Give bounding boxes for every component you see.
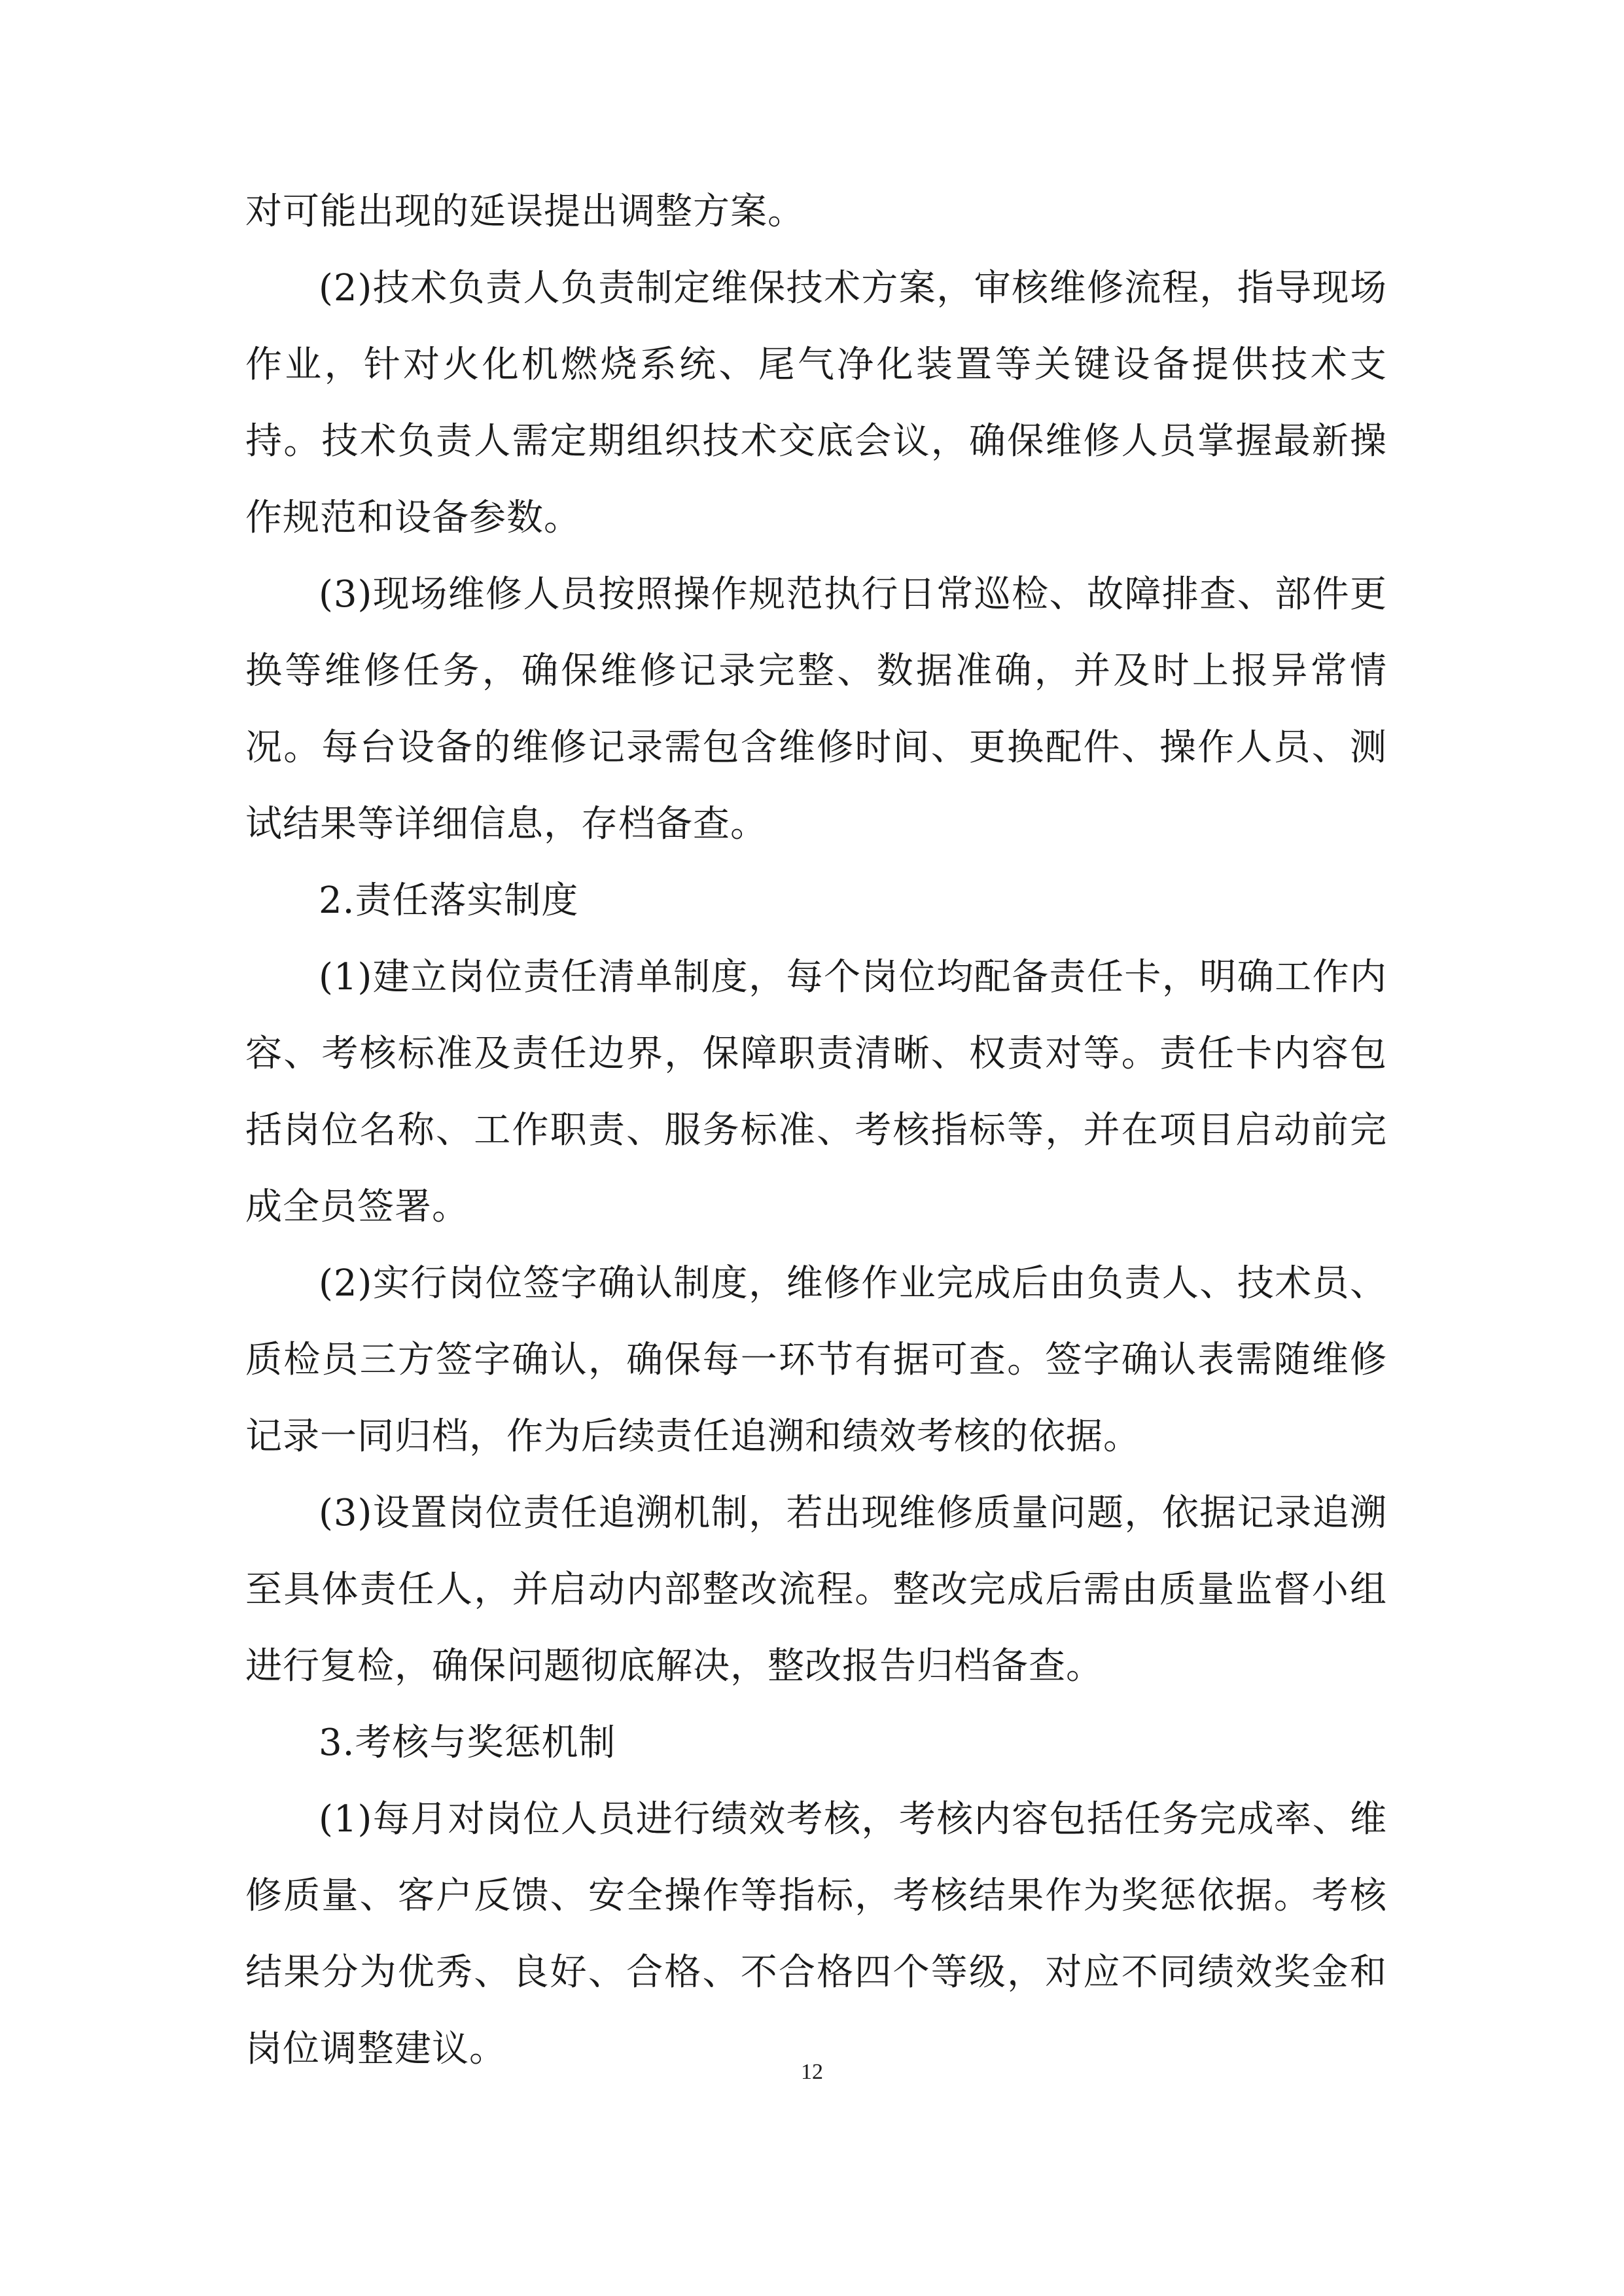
paragraph-item-accountability-tracing: (3)设置岗位责任追溯机制，若出现维修质量问题，依据记录追溯至具体责任人，并启动内部整改流程。整改完成后需由质量监督小组进行复检，确保问题彻底解决，整改报告归档备查。 — [245, 1492, 1387, 1687]
paragraph-item-tech-lead: (2)技术负责人负责制定维保技术方案，审核维修流程，指导现场作业，针对火化机燃烧系统、尾气净化装置等关键设备提供技术支持。技术负责人需定期组织技术交底会议，确保维修人员掌握最新操作规范和设备参数。 — [245, 267, 1387, 539]
section-heading-assessment: 3.考核与奖惩机制 — [319, 1722, 616, 1764]
paragraph-item-monthly-assessment: (1)每月对岗位人员进行绩效考核，考核内容包括任务完成率、维修质量、客户反馈、安全操作等指标，考核结果作为奖惩依据。考核结果分为优秀、良好、合格、不合格四个等级，对应不同绩效奖金和岗位调整建议。 — [245, 1798, 1387, 2070]
section-heading-responsibility: 2.责任落实制度 — [319, 879, 579, 922]
paragraph-item-field-staff: (3)现场维修人员按照操作规范执行日常巡检、故障排查、部件更换等维修任务，确保维修记录完整、数据准确，并及时上报异常情况。每台设备的维修记录需包含维修时间、更换配件、操作人员、测试结果等详细信息，存档备查。 — [245, 573, 1387, 845]
document-body — [245, 173, 1387, 2087]
paragraph-item-responsibility-list: (1)建立岗位责任清单制度，每个岗位均配备责任卡，明确工作内容、考核标准及责任边界，保障职责清晰、权责对等。责任卡内容包括岗位名称、工作职责、服务标准、考核指标等，并在项目启动前完成全员签署。 — [245, 956, 1387, 1228]
paragraph-item-signature-confirmation: (2)实行岗位签字确认制度，维修作业完成后由负责人、技术员、质检员三方签字确认，确保每一环节有据可查。签字确认表需随维修记录一同归档，作为后续责任追溯和绩效考核的依据。 — [245, 1262, 1387, 1458]
page-number: 12 — [801, 2060, 823, 2084]
paragraph-continuation: 对可能出现的延误提出调整方案。 — [245, 190, 805, 233]
